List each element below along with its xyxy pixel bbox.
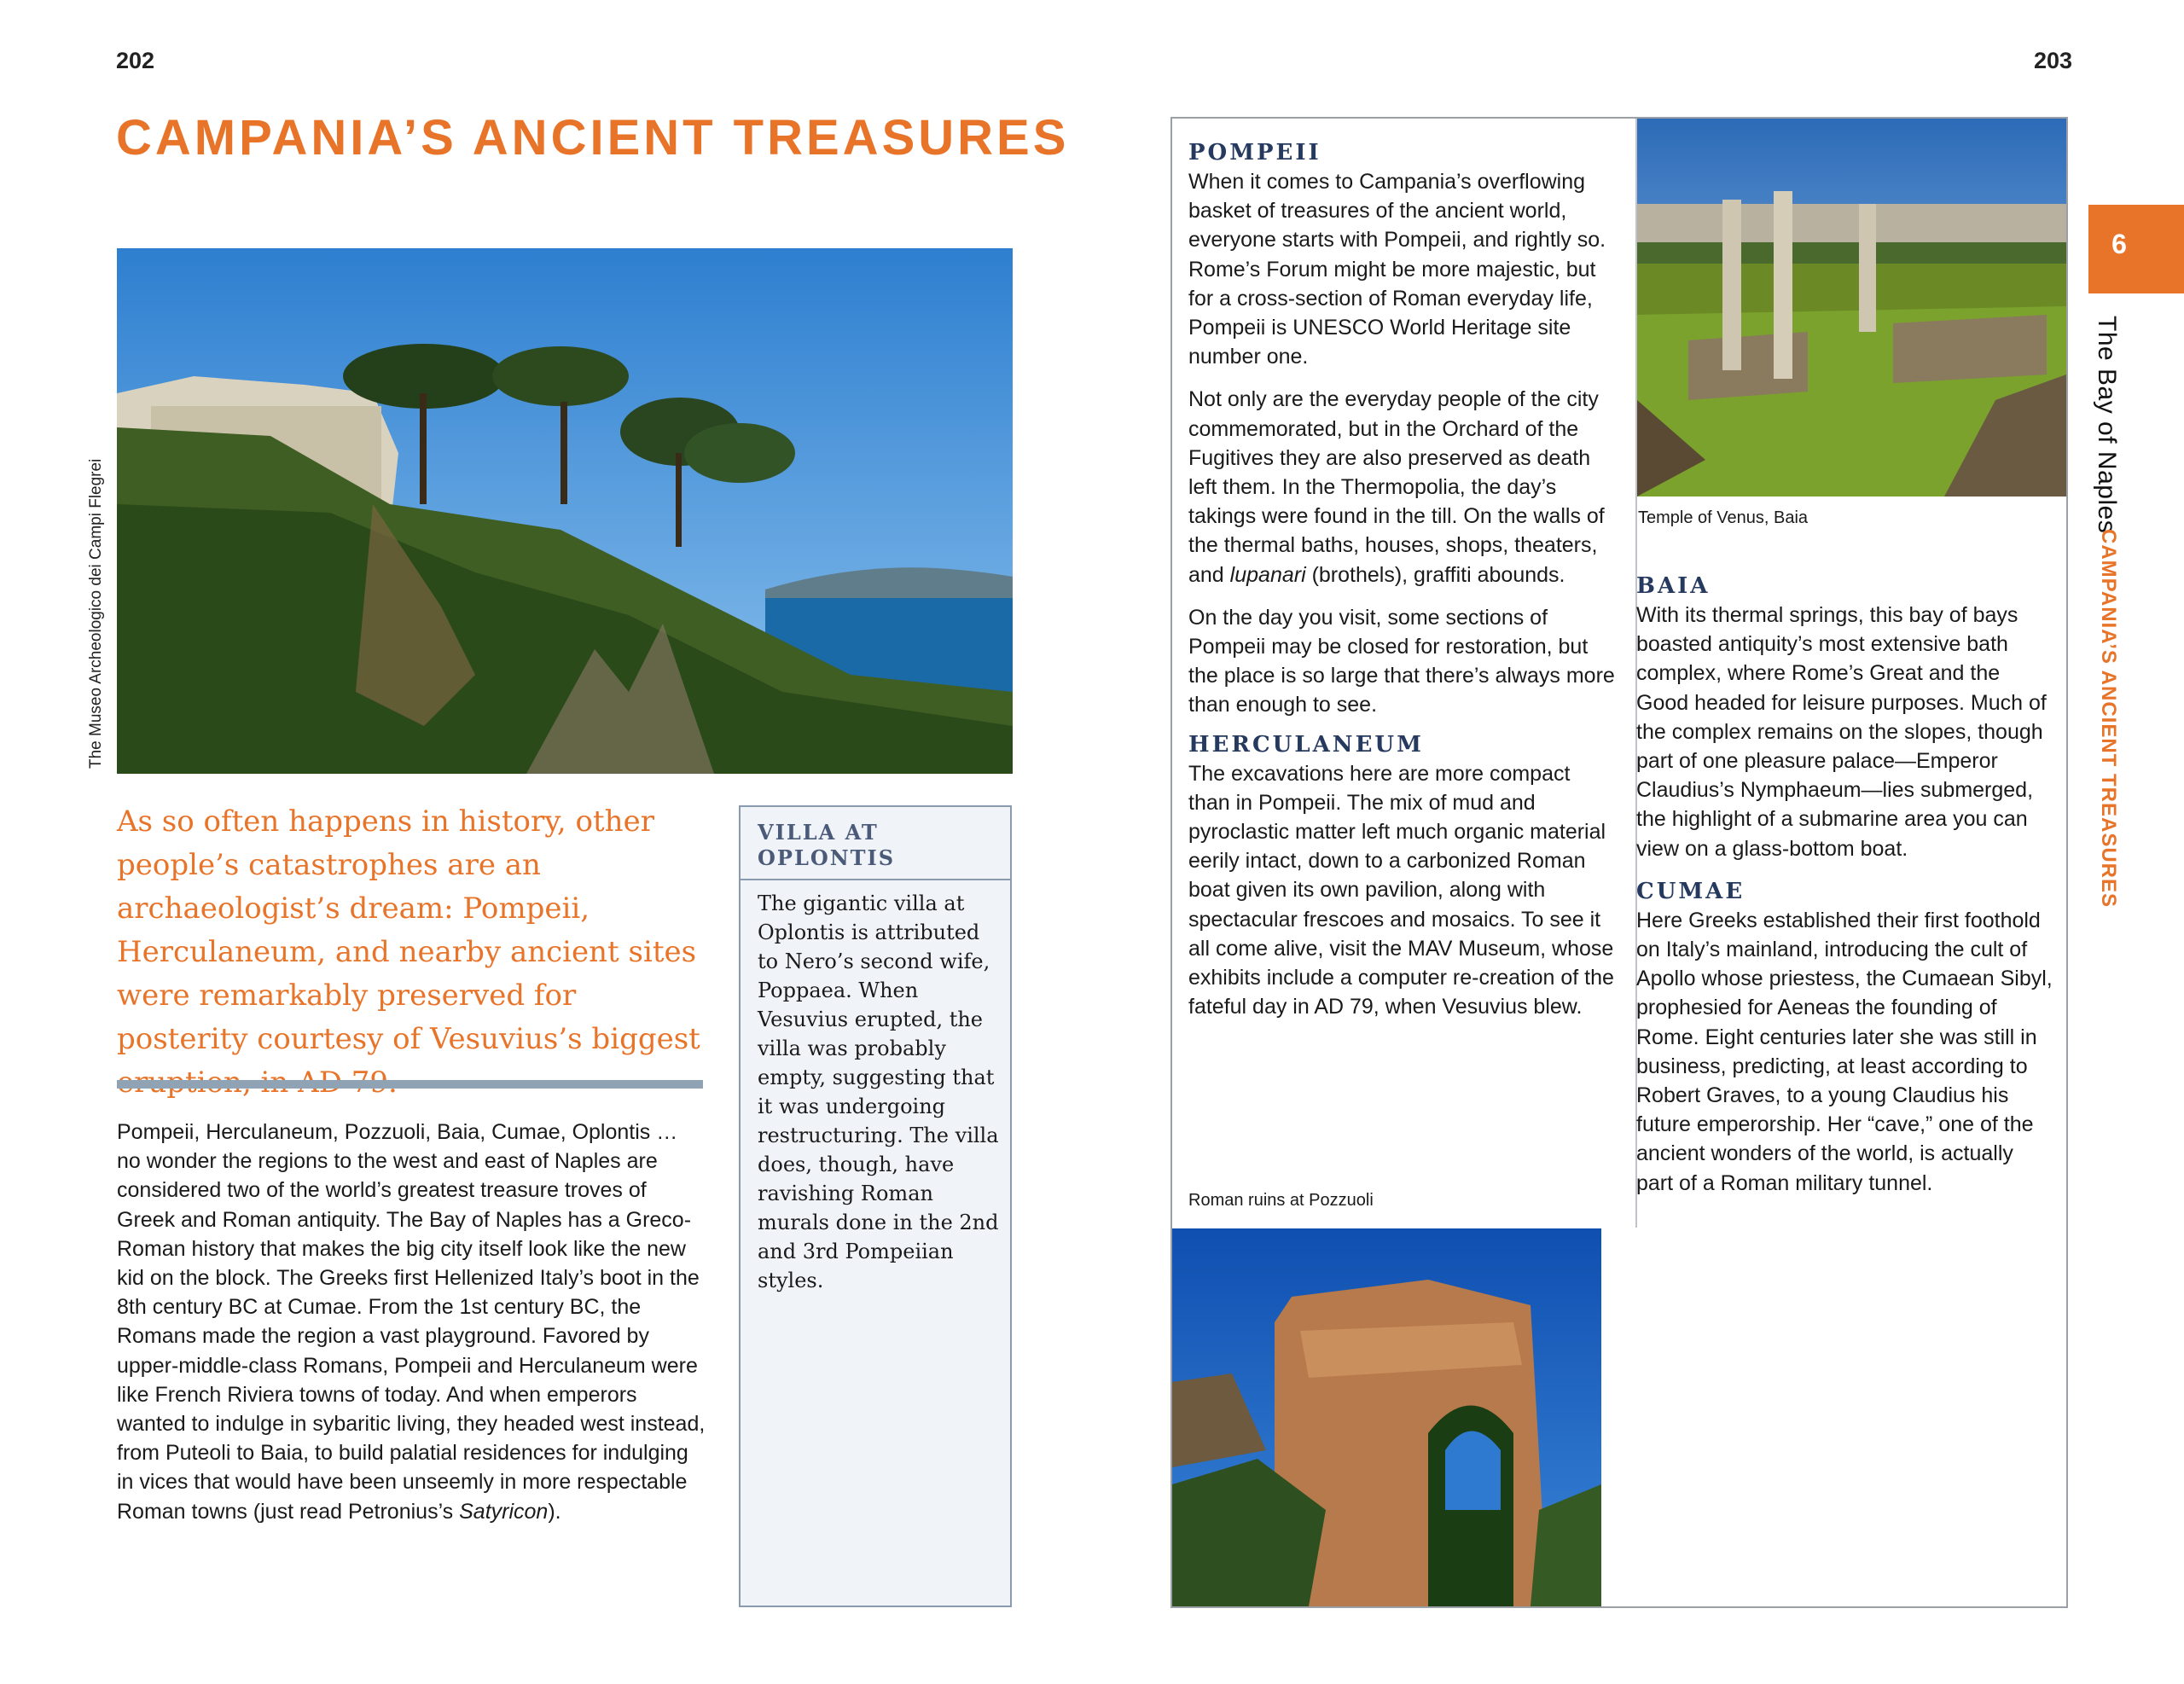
intro-italic: Satyricon: [459, 1499, 549, 1524]
column-baia-cumae: [1636, 572, 2054, 1198]
caption-baia: Temple of Venus, Baia: [1638, 508, 1809, 527]
museum-photo: [117, 248, 1013, 774]
pompeii-p2-end: (brothels), graffiti abounds.: [1305, 562, 1565, 587]
pozzuoli-photo: [1172, 1228, 1601, 1606]
sidebar-heading: VILLA AT OPLONTIS: [741, 807, 1010, 880]
running-section-title: CAMPANIA’S ANCIENT TREASURES: [2097, 529, 2120, 909]
herculaneum-text: The excavations here are more compact than in Pompeii. The mix of mud and pyroclastic matter left much organic material eerily intact, down to a carbonized Roman boat given its own pavilion, along with spectacular frescoes and mosaics. To see it all come alive, visit the MAV Museum, whose exhibits include a computer re-creation of the fateful day in AD 79, when Vesuvius blew.: [1188, 761, 1614, 1019]
chapter-tab: [2088, 205, 2184, 293]
pompeii-text: [1188, 167, 1615, 720]
pompeii-paragraph-1: When it comes to Campania’s overflowing basket of treasures of the ancient world, everyone starts with Pompeii, and rightly so. Rome’s Forum might be more majestic, but for a cross-section of Roman everyday life, Pompeii is UNESCO World Heritage site number one.: [1188, 170, 1606, 369]
photo-credit: The Museo Archeologico dei Campi Flegrei: [87, 458, 105, 769]
cumae-heading: CUMAE: [1636, 878, 1745, 904]
page-title: CAMPANIA’S ANCIENT TREASURES: [116, 110, 1070, 165]
chapter-number: 6: [2111, 229, 2127, 259]
herculaneum-heading: HERCULANEUM: [1188, 731, 1424, 758]
page-number-left: 202: [116, 48, 155, 73]
cumae-text: Here Greeks established their first foothold on Italy’s mainland, introducing the cult of Apollo whose priestess, the Cumaean Sibyl, prophesied for Aeneas the founding of Rome. Eight centuries later she was still in business, predicting, at least according to Robert Graves, to a young Claudius his future emperorship. Her “cave,” one of the ancient wonders of the world, is actually part of a Roman military tunnel.: [1636, 908, 2053, 1195]
pompeii-paragraph-2: [1188, 385, 1615, 589]
caption-pozzuoli: Roman ruins at Pozzuoli: [1188, 1191, 1374, 1210]
baia-photo: [1637, 119, 2066, 496]
lead-paragraph: As so often happens in history, other people’s catastrophes are an archaeologist’s dream: Pompeii, Herculaneum, and nearby ancient sites were remarkably preserved for posterity courtesy of Vesuvius’s biggest: [117, 804, 700, 1056]
baia-heading: BAIA: [1636, 573, 1711, 599]
pompeii-paragraph-3: On the day you visit, some sections of Pompeii may be closed for restoration, but the place is so large that there’s always more than enough to see.: [1188, 605, 1615, 717]
intro-paragraph: [117, 1118, 706, 1526]
sidebar-box: [739, 805, 1012, 1607]
running-chapter-title: The Bay of Naples: [2093, 316, 2121, 534]
pompeii-p2-start: Not only are the everyday people of the city commemorated, but in the Orchard of the Fugitives they are also preserved as death left them. In the Thermopolia, the day’s takings were found in the till. On the walls of the thermal baths, houses, shops, theaters, and: [1188, 387, 1605, 587]
baia-text: With its thermal springs, this bay of bays boasted antiquity’s most extensive bath complex, where Rome’s Great and the Good headed for leisure purposes. Much of the complex remains on the slopes, though part of one pleasure palace—Emperor Claudius’s Nymphaeum—lies submerged, the highlight of a submarine area you can view on a glass-bottom boat.: [1636, 603, 2047, 861]
lead-divider: [117, 1080, 703, 1089]
intro-end: ).: [548, 1499, 561, 1524]
sidebar-text: The gigantic villa at Oplontis is attributed to Nero’s second wife, Poppaea. When Vesuvius erupted, the villa was probably empty, suggesting that it was undergoing restructuring. The villa does, though, have ravishing Roman murals done in the 2nd and 3rd Pompeiian styles.: [758, 891, 999, 1292]
column-pompeii-herculaneum: [1188, 138, 1615, 1021]
page-number-right: 203: [2034, 48, 2073, 73]
pompeii-heading: POMPEII: [1188, 140, 1321, 165]
pompeii-p2-italic: lupanari: [1229, 562, 1306, 587]
intro-text: Pompeii, Herculaneum, Pozzuoli, Baia, Cumae, Oplontis … no wonder the regions to the west and east of Naples are considered two of the world’s greatest treasure troves of Greek and Roman antiquity. The Bay of Naples has a Greco-Roman history that makes the big city itself look like the new kid on the block. The Greeks first Hellenized Italy’s boot in the 8th century BC at Cumae. From the 1st century BC, the Romans made the region a vast playground. Favored by upper-middle-class Romans, Pompeii and Herculaneum were like French Riviera towns of today. And when emperors wanted to indulge in sybaritic living, they headed west instead, from Puteoli to Baia, to build palatial residences for indulging in vices that would have been unseemly in more respectable Roman towns (just read Petronius’s: [117, 1120, 706, 1524]
